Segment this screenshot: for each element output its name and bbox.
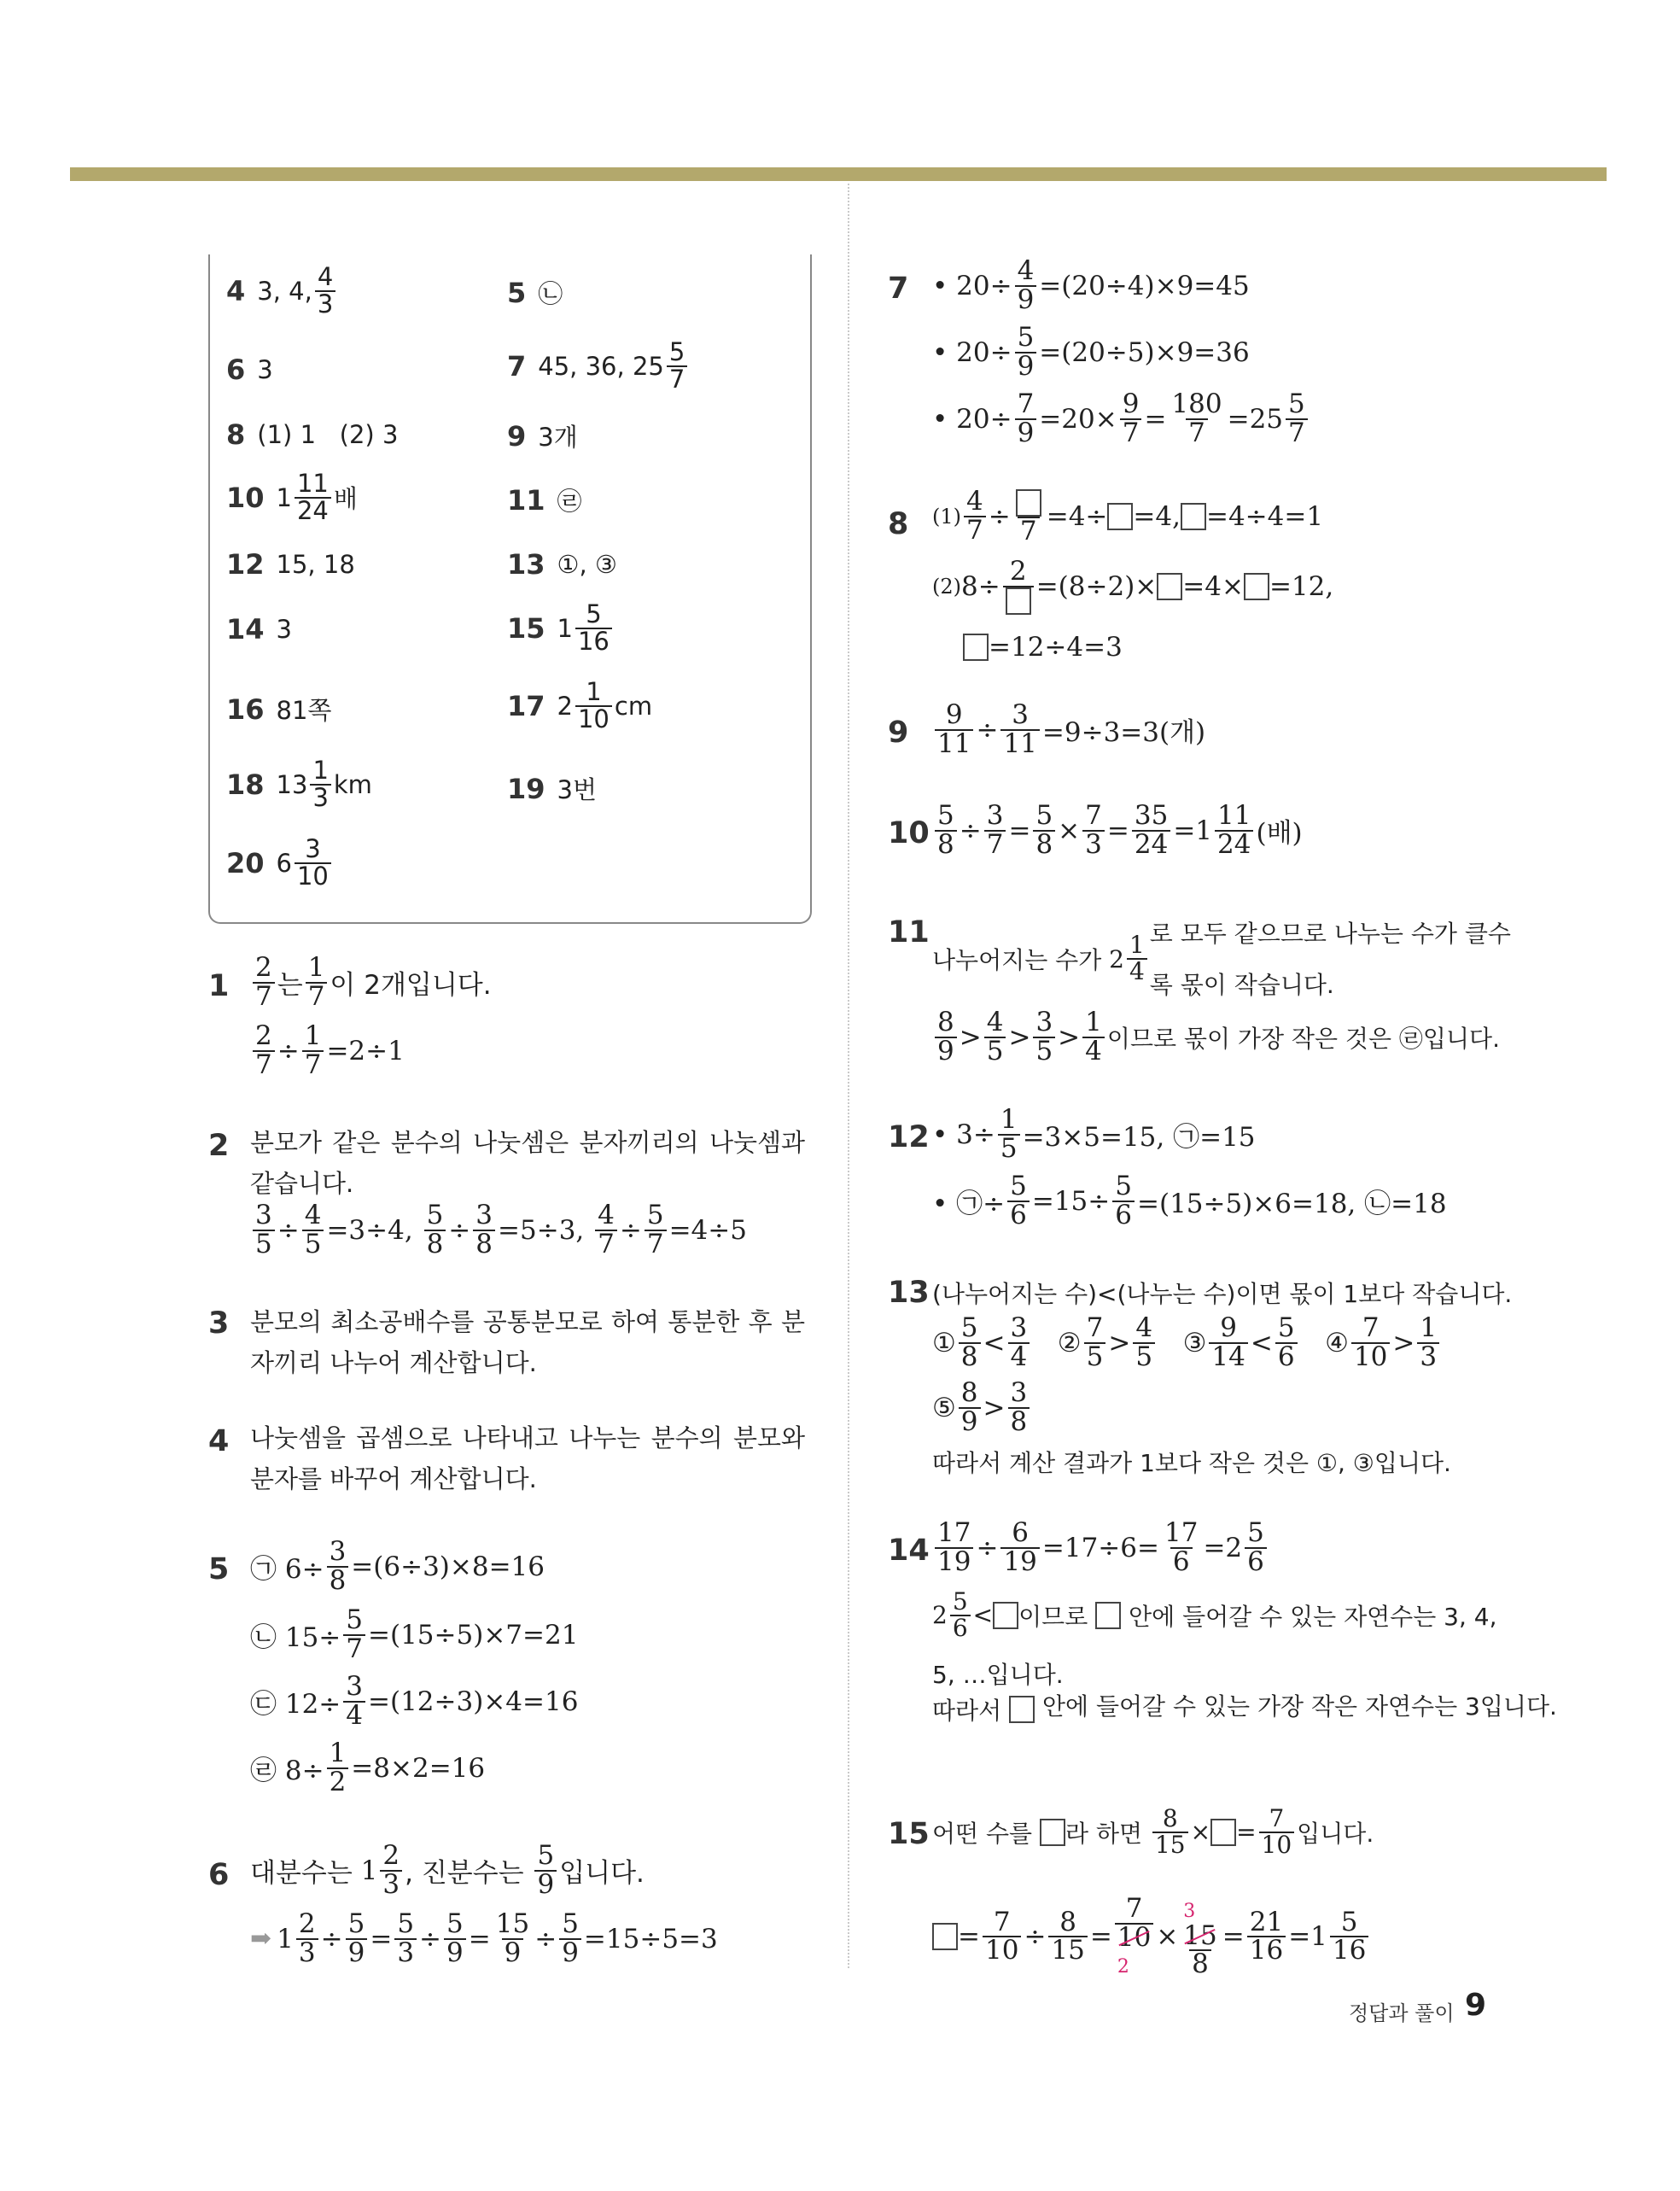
answer-item: 17 2 $\frac{1}{10}$ cm bbox=[507, 677, 653, 733]
answer-item: 18 13 $\frac{1}{3}$ km bbox=[226, 756, 372, 812]
solution-number: 5 bbox=[208, 1552, 230, 1586]
solution-line: $\frac{8}{9}$ > $\frac{4}{5}$ > $\frac{3}{5}$ > $\frac{1}{4}$ 이므로 몫이 가장 작은 것은 ㉣입니다. bbox=[932, 1009, 1500, 1065]
solution-number: 15 bbox=[888, 1817, 930, 1851]
answer-item: 14 3 bbox=[226, 613, 292, 646]
solution-text: 나눗셈을 곱셈으로 나타내고 나누는 분수의 분모와 분자를 바꾸어 계산합니다. bbox=[250, 1423, 805, 1493]
solution-line: $\frac{17}{19}$ ÷ $\frac{6}{19}$ =17÷6= $\frac{17}{6}$ =2 $\frac{5}{6}$ bbox=[932, 1520, 1269, 1575]
solution-text: 분모의 최소공배수를 공통분모로 하여 통분한 후 분자끼리 나누어 계산합니다. bbox=[250, 1307, 805, 1377]
solution-line: ㉣ 8÷ $\frac{1}{2}$ =8×2=16 bbox=[250, 1738, 486, 1797]
answer-item: 13 ①, ③ bbox=[507, 548, 617, 581]
answer-item: 20 6 $\frac{3}{10}$ bbox=[226, 837, 334, 889]
solution-line: ㉠ 6÷ $\frac{3}{8}$ =(6÷3)×8=16 bbox=[250, 1536, 545, 1596]
solution-line: ① $\frac{5}{8}$ < $\frac{3}{4}$ ② $\frac{7}{5}$ > $\frac{4}{5}$ ③ $\frac{9}{14}$ < $\frac{5}{6}$ ④ $\frac{7}{10}$ > $\frac{1}{3}$ bbox=[932, 1315, 1442, 1370]
answer-item: 11 ㉣ bbox=[507, 483, 582, 517]
answer-item: 6 3 bbox=[226, 353, 273, 386]
solution-line: 따라서 계산 결과가 1보다 작은 것은 ①, ③입니다. bbox=[932, 1449, 1451, 1477]
solution-line: $\frac{5}{8}$ ÷ $\frac{3}{7}$ = $\frac{5}{8}$ × $\frac{7}{3}$ = $\frac{35}{24}$ =1 $\frac{11}{24}$ (배) bbox=[932, 803, 1303, 858]
solution-line: (나누어지는 수)<(나누는 수)이면 몫이 1보다 작습니다. bbox=[932, 1280, 1513, 1308]
solution-line: • 20÷ $\frac{4}{9}$ =(20÷4)×9=45 bbox=[932, 255, 1250, 315]
solution-line: = $\frac{7}{10}$ ÷ $\frac{8}{15}$ = 7 10 2 × 3 15 8 = $\frac{21}{16}$ =1 $\frac{5}{16}$ bbox=[932, 1896, 1371, 1978]
solution-line: $\frac{2}{7}$ 는 $\frac{1}{7}$ 이 2개입니다. bbox=[250, 955, 492, 1010]
solution-line: • 20÷ $\frac{7}{9}$ =20× $\frac{9}{7}$ = $\frac{180}{7}$ =25 $\frac{5}{7}$ bbox=[932, 391, 1310, 447]
solution-line: ➡ 1 $\frac{2}{3}$ ÷ $\frac{5}{9}$ = $\frac{5}{3}$ ÷ $\frac{5}{9}$ = $\frac{15}{9}$ ÷ $\frac{5}{9}$ =15÷5=3 bbox=[250, 1908, 718, 1968]
answer-item: 9 3개 bbox=[507, 419, 578, 453]
solution-line: 나누어지는 수가 2 $\frac{1}{4}$ 로 모두 같으므로 나누는 수가 클수록 몫이 작습니다. bbox=[932, 920, 1511, 999]
arrow-right-icon: ➡ bbox=[250, 1924, 272, 1954]
answer-item: 7 45, 36, 25 $\frac{5}{7}$ bbox=[507, 340, 690, 392]
footer-label: 정답과 풀이 bbox=[1349, 2001, 1455, 2025]
solution-text: 분모가 같은 분수의 나눗셈은 분자끼리의 나눗셈과 같습니다. bbox=[250, 1128, 805, 1198]
answer-item: 5 ㉡ bbox=[507, 276, 563, 309]
solution-line: 2 $\frac{5}{6}$ < 이므로 안에 들어갈 수 있는 자연수는 3, 4, bbox=[932, 1587, 1497, 1642]
solution-line: 대분수는 1 $\frac{2}{3}$ , 진분수는 $\frac{5}{9}$ 입니다. bbox=[250, 1840, 645, 1900]
solution-line: ㉢ 12÷ $\frac{3}{4}$ =(12÷3)×4=16 bbox=[250, 1671, 579, 1731]
answer-item: 15 1 $\frac{5}{16}$ bbox=[507, 602, 615, 654]
top-rule bbox=[70, 167, 1607, 181]
answer-item: 8 (1) 1 (2) 3 bbox=[226, 418, 399, 451]
solution-number: 10 bbox=[888, 816, 930, 850]
column-divider bbox=[848, 184, 849, 1968]
solution-line: ㉡ 15÷ $\frac{5}{7}$ =(15÷5)×7=21 bbox=[250, 1604, 579, 1664]
solution-line: $\frac{9}{11}$ ÷ $\frac{3}{11}$ =9÷3=3(개) bbox=[932, 702, 1205, 757]
solution-number: 7 bbox=[888, 272, 909, 306]
solution-number: 8 bbox=[888, 507, 909, 541]
solution-line: 5, …입니다. bbox=[932, 1661, 1064, 1689]
solution-line: 따라서 안에 들어갈 수 있는 가장 작은 자연수는 3입니다. bbox=[932, 1692, 1557, 1725]
solution-line: (2) 8÷ 2 =(8÷2)× =4× =12, bbox=[932, 558, 1333, 615]
answer-item: 10 1 $\frac{11}{24}$ 배 bbox=[226, 469, 358, 525]
solution-line: • 3÷ $\frac{1}{5}$ =3×5=15, ㉠=15 bbox=[932, 1104, 1256, 1164]
solution-line: $\frac{2}{7}$ ÷ $\frac{1}{7}$ =2÷1 bbox=[250, 1023, 405, 1078]
solution-number: 3 bbox=[208, 1306, 230, 1341]
solution-number: 4 bbox=[208, 1424, 230, 1458]
solution-line: $\frac{3}{5}$ ÷ $\frac{4}{5}$ =3÷4, $\frac{5}{8}$ ÷ $\frac{3}{8}$ =5÷3, $\frac{4}{7}$ ÷ $\frac{5}{7}$ =4÷5 bbox=[250, 1202, 747, 1258]
answer-item: 4 3, 4, $\frac{4}{3}$ bbox=[226, 265, 338, 317]
solution-number: 9 bbox=[888, 716, 909, 750]
solution-number: 13 bbox=[888, 1276, 930, 1310]
answer-item: 19 3번 bbox=[507, 772, 597, 805]
solution-number: 2 bbox=[208, 1129, 230, 1163]
solution-number: 14 bbox=[888, 1534, 930, 1568]
answer-item: 12 15, 18 bbox=[226, 548, 355, 581]
solution-number: 11 bbox=[888, 915, 930, 949]
solution-line: • ㉠÷ $\frac{5}{6}$ =15÷ $\frac{5}{6}$ =(15÷5)×6=18, ㉡=18 bbox=[932, 1171, 1447, 1230]
page-number: 9 bbox=[1465, 1988, 1487, 2023]
answer-item: 16 81쪽 bbox=[226, 692, 332, 726]
solution-number: 1 bbox=[208, 969, 230, 1003]
solution-line: • 20÷ $\frac{5}{9}$ =(20÷5)×9=36 bbox=[932, 322, 1250, 382]
solution-line: 어떤 수를 라 하면 $\frac{8}{15}$ × = $\frac{7}{10}$ 입니다. bbox=[932, 1804, 1374, 1859]
solution-line: (1) $\frac{4}{7}$ ÷ 7 =4÷ =4, =4÷4=1 bbox=[932, 486, 1324, 546]
solution-line: =12÷4=3 bbox=[963, 632, 1123, 663]
solution-line: ⑤ $\frac{8}{9}$ > $\frac{3}{8}$ bbox=[932, 1380, 1032, 1435]
solution-number: 6 bbox=[208, 1858, 230, 1892]
solution-number: 12 bbox=[888, 1120, 930, 1154]
